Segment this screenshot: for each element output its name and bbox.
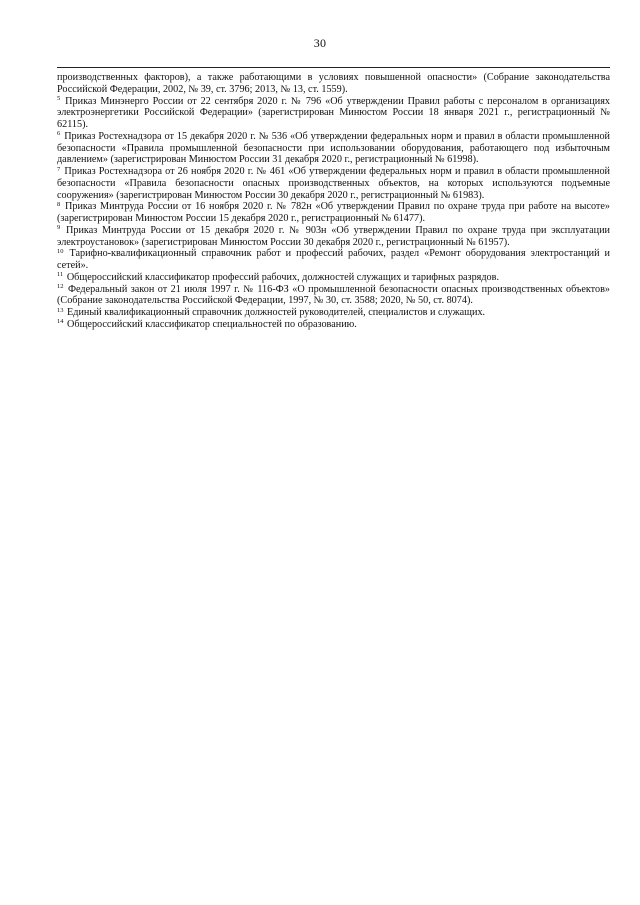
footnote-11: [57, 272, 610, 284]
footnote-separator: [57, 67, 610, 68]
footnote-mark: 11: [57, 271, 64, 279]
footnote-5: [57, 96, 610, 131]
footnote-13: [57, 307, 610, 319]
page-number: 30: [313, 36, 327, 50]
footnote-12: [57, 284, 610, 308]
footnote-text: производственных факторов), а также работающими в условиях повышенной опасности» (Собрание законодательства Российской Федерации, 2002, № 39, ст. 3796; 2013, № 13, ст. 1559).: [57, 72, 610, 95]
footnote-6: [57, 131, 610, 166]
footnote-mark: 8: [57, 200, 61, 208]
footnote-9: [57, 225, 610, 249]
footnote-text: Единый квалификационный справочник должностей руководителей, специалистов и служащих.: [67, 307, 486, 318]
footnote-8: [57, 201, 610, 225]
footnote-continuation: [57, 72, 610, 96]
footnote-text: Федеральный закон от 21 июля 1997 г. № 116-ФЗ «О промышленной безопасности опасных производственных объектов» (Собрание законодательства Российской Федерации, 1997, № 30, ст. 3588; 2020, № 50, ст. 8074).: [57, 283, 610, 307]
footnote-text: Общероссийский классификатор специальностей по образованию.: [67, 318, 357, 330]
footnote-mark: 13: [57, 306, 64, 314]
footnote-text: Общероссийский классификатор профессий рабочих, должностей служащих и тарифных разрядов.: [66, 271, 499, 283]
footnote-mark: 5: [57, 95, 61, 102]
footnote-text: Приказ Минтруда России от 15 декабря 2020 г. № 903н «Об утверждении Правил по охране труда при эксплуатации электроустановок» (зарегистрирован Минюстом России 30 декабря 2020 г., регистрационный № 61957).: [57, 224, 611, 248]
footnote-10: [57, 248, 610, 272]
footnote-text: Тарифно-квалификационный справочник работ и профессий рабочих, раздел «Ремонт оборудования электростанций и сетей».: [57, 248, 610, 271]
footnote-text: Приказ Минтруда России от 16 ноября 2020 г. № 782н «Об утверждении Правил по охране труда при работе на высоте» (зарегистрирован Минюстом России 15 декабря 2020 г., регистрационный № 61477).: [57, 201, 610, 224]
footnote-mark: 9: [57, 224, 61, 232]
footnote-14: [57, 319, 610, 331]
footnote-text: Приказ Минэнерго России от 22 сентября 2020 г. № 796 «Об утверждении Правил работы с персоналом в организациях электроэнергетики Российской Федерации» (зарегистрирован Минюстом России 18 января 2021 г., регистрационный № 62115).: [57, 95, 611, 130]
footnote-text: Приказ Ростехнадзора от 15 декабря 2020 г. № 536 «Об утверждении федеральных норм и правил в области промышленной безопасности «Правила промышленной безопасности при использовании оборудования, работающего под избыточным давлением» (зарегистрирован Минюстом России 31 декабря 2020 г., регистрационный № 61998).: [57, 130, 610, 166]
footnote-mark: 7: [57, 165, 61, 173]
footnote-text: Приказ Ростехнадзора от 26 ноября 2020 г. № 461 «Об утверждении федеральных норм и правил в области промышленной безопасности «Правила безопасности опасных производственных объектов, на которых используются подъемные сооружения» (зарегистрирован Минюстом России 30 декабря 2020 г., регистрационный № 61983).: [57, 166, 610, 201]
footnote-mark: 6: [57, 130, 61, 138]
footnote-mark: 10: [57, 247, 64, 255]
footnotes-section: [57, 72, 610, 331]
footnote-mark: 12: [57, 283, 64, 290]
footnote-7: [57, 166, 610, 201]
footnote-mark: 14: [57, 318, 64, 326]
